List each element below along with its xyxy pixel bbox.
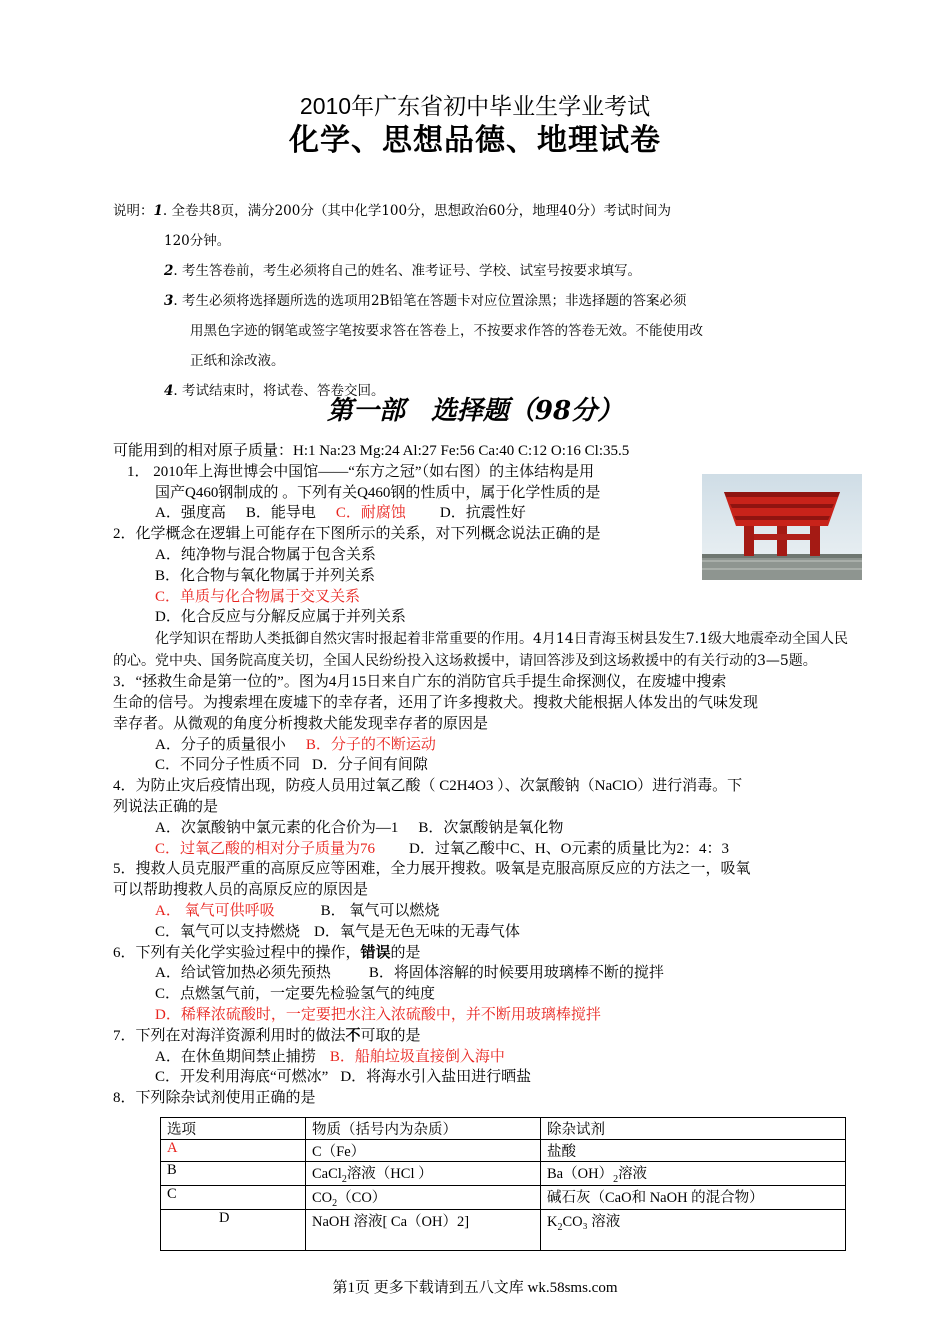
table-row: D NaOH 溶液[ Ca（OH）2] $K_2CO_3$ 溶液: [161, 1209, 846, 1250]
answer-option: C．过氧乙酸的相对分子质量为76: [155, 840, 376, 857]
instructions: 说明：1. 全卷共8页，满分200分（其中化学100分，思想政治60分，地理40分）考试时间为 120分钟。 2. 考生答卷前，考生必须将自己的姓名、准考证号、学校、试室号按要求填写。 3. 考生必须将选择题所选的选项用2B铅笔在答题卡对应位置涂黑；非选择题的答案必须 用黑色字迹的钢笔或签字笔按要求答在答卷上，不按要求作答的答卷无效。不能使用改 正纸和涂改液。 4. 考试结束时，将试卷、答卷交回。: [113, 196, 843, 406]
q8-stem: 8．下列除杂试剂使用正确的是: [113, 1090, 316, 1107]
answer-option: B．分子的不断运动: [305, 736, 436, 753]
exam-title: 2010年广东省初中毕业生学业考试: [299, 93, 651, 119]
instruction-item: 2. 考生答卷前，考生必须将自己的姓名、准考证号、学校、试室号按要求填写。: [164, 263, 641, 279]
q4-stem: 4．为防止灾后疫情出现，防疫人员用过氧乙酸（ C2H4O3 ）、次氯酸钠（NaClO）进行消毒。下: [113, 778, 743, 795]
q2-stem: 2．化学概念在逻辑上可能存在下图所示的关系，对下列概念说法正确的是: [113, 526, 601, 543]
q5-stem: 5．搜救人员克服严重的高原反应等困难，全力展开搜救。吸氧是克服高原反应的方法之一，吸氧: [113, 861, 751, 878]
passage: 化学知识在帮助人类抵御自然灾害时报起着非常重要的作用。4月14日青海玉树县发生7.1级大地震牵动全国人民的心。党中央、国务院高度关切，全国人民纷纷投入这场救援中，请回答涉及到这场救援中的有关行动的3—5题。: [113, 631, 848, 670]
instruction-item: 3. 考生必须将选择题所选的选项用2B铅笔在答题卡对应位置涂黑；非选择题的答案必须: [164, 293, 687, 309]
table-header-row: 选项 物质（括号内为杂质） 除杂试剂: [161, 1118, 846, 1140]
q6-stem: 6．下列有关化学实验过程中的操作，错误的是: [113, 944, 421, 961]
section-title: 第一部 选择题（98分）: [326, 396, 624, 426]
q1-stem: 1． 2010年上海世博会中国馆——“东方之冠”（如右图）的主体结构是用: [127, 463, 595, 480]
page-footer: 第1页 更多下载请到五八文库 wk.58sms.com: [332, 1280, 618, 1296]
answer-option: C．耐腐蚀: [335, 505, 406, 522]
q1-options: A．强度高 B．能导电 C．耐腐蚀 D．抗震性好: [155, 505, 526, 522]
q7-stem: 7．下列在对海洋资源利用时的做法不可取的是: [113, 1027, 421, 1044]
exam-subtitle: 化学、思想品德、地理试卷: [289, 124, 661, 157]
answer-option: A． 氧气可供呼吸: [155, 902, 275, 919]
instruction-item: 4. 考试结束时，将试卷、答卷交回。: [164, 383, 385, 399]
q3-stem: 3．“拯救生命是第一位的”。图为4月15日来自广东的消防官兵手提生命探测仪，在废墟中搜索: [113, 674, 727, 691]
question-body: 可能用到的相对原子质量：H:1 Na:23 Mg:24 Al:27 Fe:56 Ca:40 C:12 O:16 Cl:35.5 1． 2010年上海世博会中国馆——“东方之冠”（如右图）的主体结构是用 国产Q460钢制成的 。下列有关Q460钢的性质中，属于化学性质的是 A．强度高 B．能导电 C．耐腐蚀 D．抗震性好 2．化学概念在逻辑上可能存在下图所示的关系，对下列概念说法正确的是 A．纯净物与混合物属于包含关系 B．化合物与氧化物属于并列关系 C．单质与化合物属于交叉关系 D．化合反应与分解反应属于并列关系 化学知识在帮助人类抵御自然灾害时报起着非常重要的作用。4月14日青海玉树县发生7.1级大地震牵动全国人民的心。党中央、国务院高度关切，全国人民纷纷投入这场救援中，请回答涉及到这场救援中的有关行动的3—5题。 3．“拯救生命是第一位的”。图为4月15日来自广东的消防官兵手提生命探测仪，在废墟中搜索 生命的信号。为搜索埋在废墟下的幸存者，还用了许多搜救犬。搜救犬能根据人体发出的气味发现 幸存者。从微观的角度分析搜救犬能发现幸存者的原因是 A．分子的质量很小 B．分子的不断运动 C．不同分子性质不同 D．分子间有间隙 4．为防止灾后疫情出现，防疫人员用过氧乙酸（ C2H4O3 ）、次氯酸钠（NaClO）进行消毒。下 列说法正确的是 A．次氯酸钠中氯元素的化合价为—1 B．次氯酸钠是氧化物 C．过氧乙酸的相对分子质量为76 D．过氧乙酸中C、H、O元素的质量比为2：4：3 5．搜救人员克服严重的高原反应等困难，全力展开搜救。吸氧是克服高原反应的方法之一，吸氧 可以帮助搜救人员的高原反应的原因是 A． 氧气可供呼吸 B． 氧气可以燃烧 C．氧气可以支持燃烧 D．氧气是无色无味的无毒气体 6．下列有关化学实验过程中的操作，错误的是 A．给试管加热必须先预热 B．将固体溶解的时候要用玻璃棒不断的搅拌 C．点燃氢气前，一定要先检验氢气的纯度 D．稀释浓硫酸时，一定要把水注入浓硫酸中，并不断用玻璃棒搅拌 7．下列在对海洋资源利用时的做法不可取的是 A．在休鱼期间禁止捕捞 B．船舶垃圾直接倒入海中 C．开发利用海底“可燃冰” D．将海水引入盐田进行晒盐 8．下列除杂试剂使用正确的是: [113, 441, 848, 1109]
answer-option: C．单质与化合物属于交叉关系: [155, 588, 361, 605]
table-row: B CaCl$_2$溶液（HCl ） $Ba(OH)_2$溶液: [161, 1162, 846, 1186]
answer-option: D．稀释浓硫酸时，一定要把水注入浓硫酸中，并不断用玻璃棒搅拌: [155, 1006, 601, 1023]
q8-table: [160, 1117, 846, 1251]
answer-option: B．船舶垃圾直接倒入海中: [329, 1048, 505, 1065]
atomic-masses: 可能用到的相对原子质量：H:1 Na:23 Mg:24 Al:27 Fe:56 Ca:40 C:12 O:16 Cl:35.5: [113, 443, 630, 459]
instructions-label: 说明：: [113, 203, 154, 219]
answer-option: A: [161, 1140, 306, 1162]
instruction-item: 说明：1. 全卷共8页，满分200分（其中化学100分，思想政治60分，地理40分）考试时间为: [113, 203, 671, 219]
table-row: A C（Fe） 盐酸: [161, 1140, 846, 1162]
table-row: C $CO_2(CO)$ 碱石灰（CaO和 NaOH 的混合物）: [161, 1185, 846, 1209]
